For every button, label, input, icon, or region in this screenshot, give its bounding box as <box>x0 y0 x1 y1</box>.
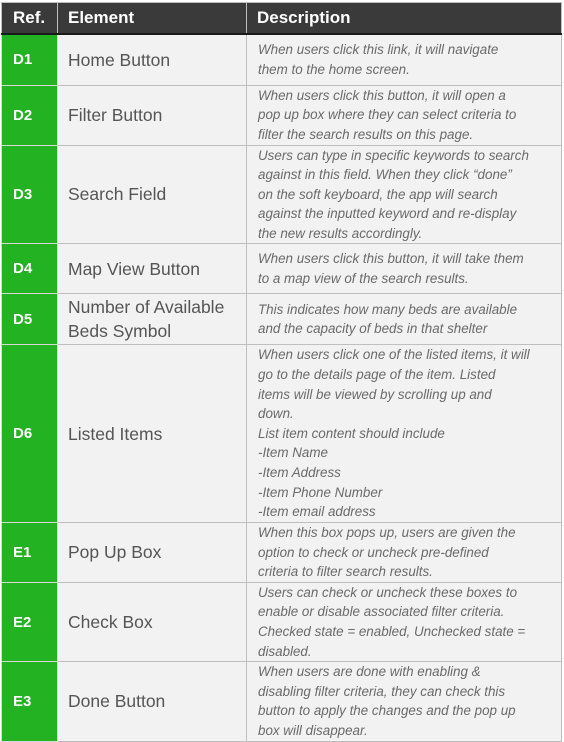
description-cell: When users are done with enabling & disabling filter criteria, they can check this button to apply the changes and the pop up box will disappear. <box>247 662 562 741</box>
table-row <box>2 244 562 294</box>
ref-cell: D1 <box>2 34 58 85</box>
description-cell: This indicates how many beds are available and the capacity of beds in that shelter <box>247 294 562 345</box>
element-cell: Map View Button <box>58 244 247 294</box>
ref-cell: E1 <box>2 522 58 582</box>
table-row <box>2 294 562 345</box>
ref-cell: E3 <box>2 662 58 741</box>
element-cell: Search Field <box>58 145 247 244</box>
spec-table <box>1 2 562 742</box>
description-cell: When users click this button, it will take them to a map view of the search results. <box>247 244 562 294</box>
table-row <box>2 145 562 244</box>
description-cell: When users click one of the listed items, it will go to the details page of the item. Listed items will be viewed by scrolling up and down. List item content should include -Item Name -Item Address -Item Phone Number -Item email address <box>247 345 562 522</box>
element-cell: Filter Button <box>58 85 247 145</box>
element-cell: Done Button <box>58 662 247 741</box>
element-cell: Number of Available Beds Symbol <box>58 294 247 345</box>
ref-cell: D2 <box>2 85 58 145</box>
description-cell: When this box pops up, users are given the option to check or uncheck pre-defined criteria to filter search results. <box>247 522 562 582</box>
table-row <box>2 582 562 661</box>
element-cell: Home Button <box>58 34 247 85</box>
description-cell: When users click this link, it will navigate them to the home screen. <box>247 34 562 85</box>
description-cell: Users can check or uncheck these boxes to enable or disable associated filter criteria. Checked state = enabled, Unchecked state = disabled. <box>247 582 562 661</box>
ref-cell: D3 <box>2 145 58 244</box>
ref-cell: E2 <box>2 582 58 661</box>
ref-cell: D5 <box>2 294 58 345</box>
description-cell: When users click this button, it will open a pop up box where they can select criteria to filter the search results on this page. <box>247 85 562 145</box>
table-row <box>2 345 562 522</box>
header-row <box>2 3 562 35</box>
element-cell: Check Box <box>58 582 247 661</box>
ref-column-header: Ref. <box>2 3 58 35</box>
table-row <box>2 662 562 741</box>
ref-cell: D4 <box>2 244 58 294</box>
element-cell: Listed Items <box>58 345 247 522</box>
description-column-header: Description <box>247 3 562 35</box>
description-cell: Users can type in specific keywords to search against in this field. When they click “done” on the soft keyboard, the app will search against the inputted keyword and re-display the new results accordingly. <box>247 145 562 244</box>
table-row <box>2 522 562 582</box>
ref-cell: D6 <box>2 345 58 522</box>
table-row <box>2 34 562 85</box>
element-column-header: Element <box>58 3 247 35</box>
element-cell: Pop Up Box <box>58 522 247 582</box>
table-row <box>2 85 562 145</box>
